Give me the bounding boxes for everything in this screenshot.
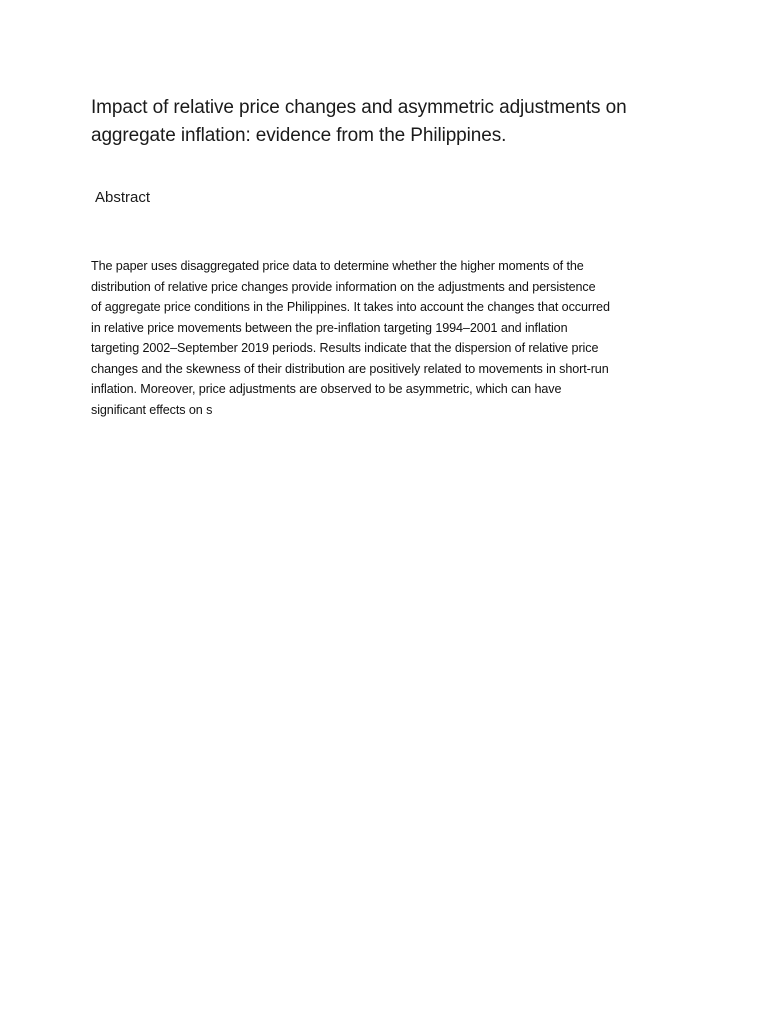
abstract-line-8: significant effects on s <box>91 402 213 417</box>
paper-title-line-2: aggregate inflation: evidence from the Philippines. <box>91 125 507 146</box>
paper-title <box>91 94 691 150</box>
abstract-line-3: of aggregate price conditions in the Philippines. It takes into account the changes that occurred <box>91 300 610 314</box>
paper-title-line-1: Impact of relative price changes and asymmetric adjustments on <box>91 97 627 118</box>
abstract-heading: Abstract <box>95 189 151 206</box>
abstract-line-1: The paper uses disaggregated price data to determine whether the higher moments of the <box>91 259 584 273</box>
abstract-line-5: targeting 2002–September 2019 periods. Results indicate that the dispersion of relative price <box>91 341 599 355</box>
abstract-line-4: in relative price movements between the pre-inflation targeting 1994–2001 and inflation <box>91 320 568 335</box>
abstract-line-7: inflation. Moreover, price adjustments are observed to be asymmetric, which can have <box>91 382 562 396</box>
abstract-body <box>91 256 691 420</box>
abstract-line-6: changes and the skewness of their distribution are positively related to movements in short-run <box>91 361 609 376</box>
abstract-line-2: distribution of relative price changes provide information on the adjustments and persistence <box>91 279 596 294</box>
